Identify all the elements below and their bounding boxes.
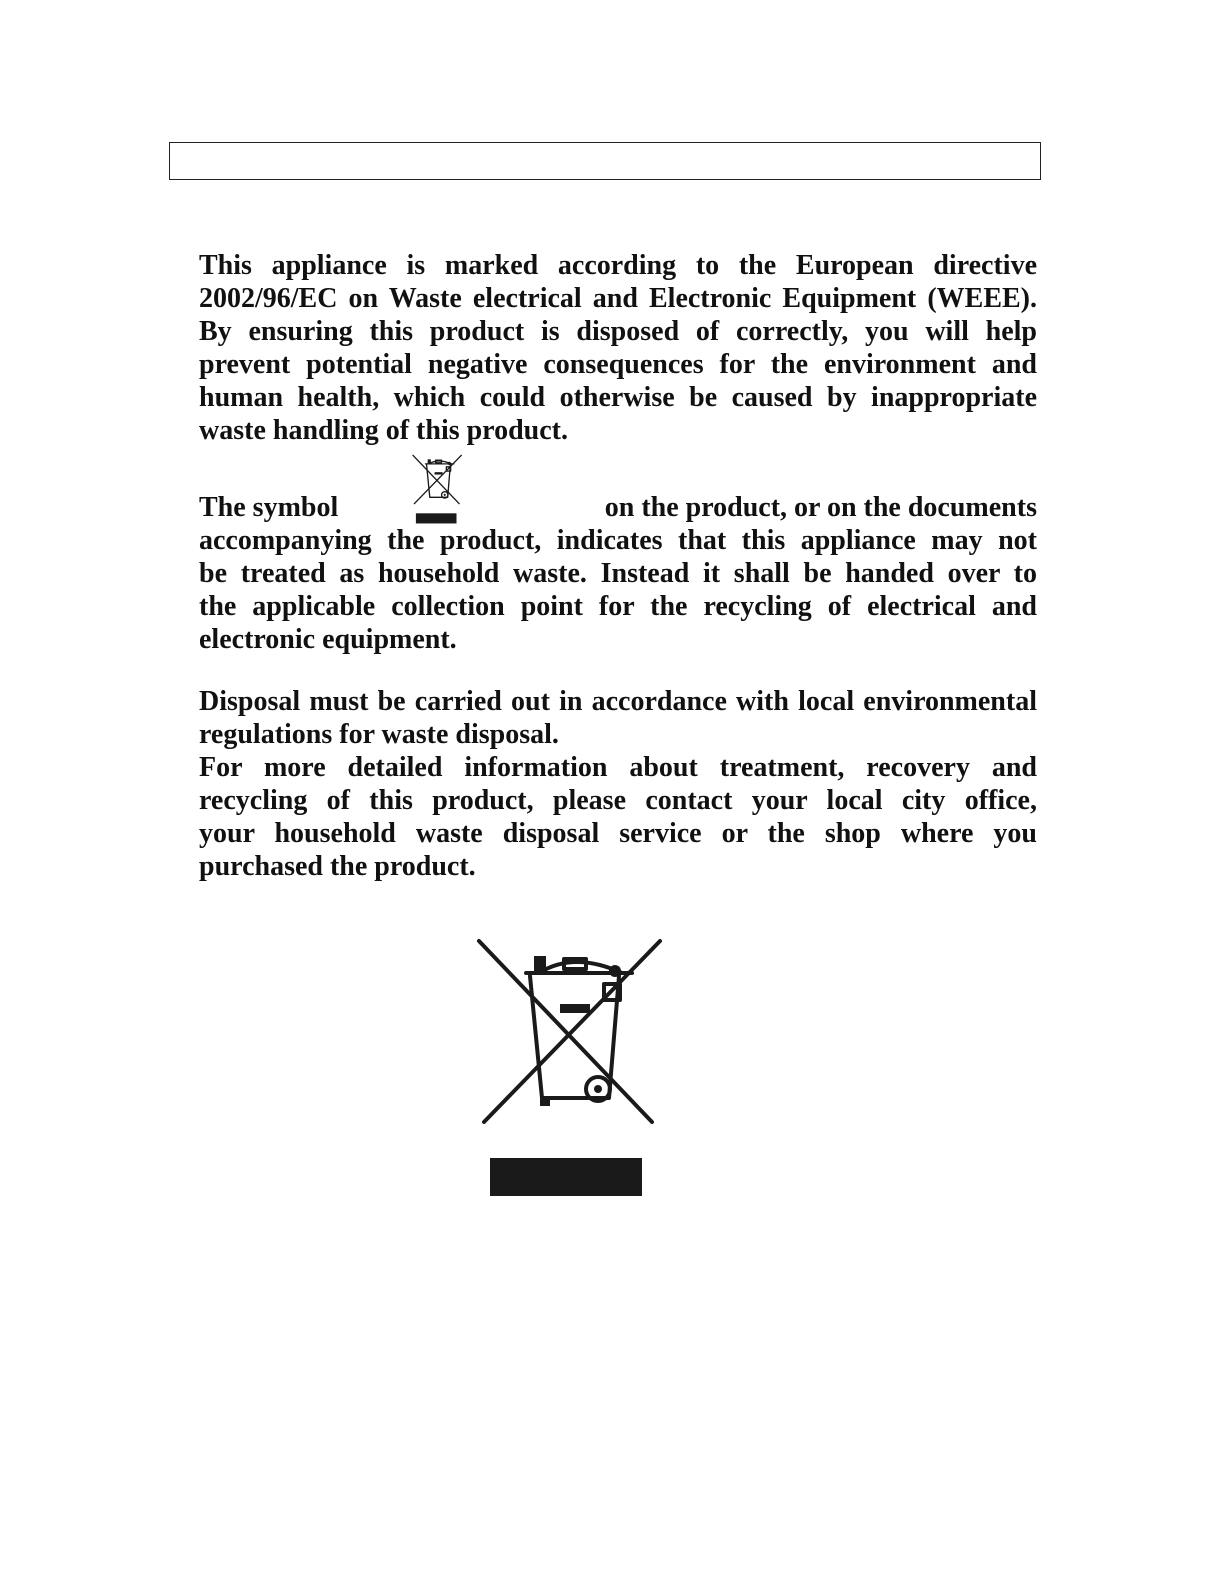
text-line: the applicable collection point for the recycling of electrical and xyxy=(199,591,1037,622)
text-line: This appliance is marked according to the European directive xyxy=(199,250,1037,281)
text-line: waste handling of this product. xyxy=(199,415,569,446)
text-line: human health, which could otherwise be caused by inappropriate xyxy=(199,382,1037,413)
header-box xyxy=(169,142,1041,180)
symbol-explanation-paragraph xyxy=(199,491,1037,656)
text-line: regulations for waste disposal. xyxy=(199,719,559,750)
text-line: accompanying the product, indicates that this appliance may not xyxy=(199,525,1037,556)
text-line: By ensuring this product is disposed of correctly, you will help xyxy=(199,316,1037,347)
symbol-placeholder xyxy=(397,506,547,516)
text-line: prevent potential negative consequences for the environment and xyxy=(199,349,1037,380)
symbol-prefix: The symbol xyxy=(199,492,339,523)
text-line: purchased the product. xyxy=(199,851,476,882)
text-line: electronic equipment. xyxy=(199,624,457,655)
text-line: 2002/96/EC on Waste electrical and Electronic Equipment (WEEE). xyxy=(199,283,1037,314)
disposal-paragraph xyxy=(199,685,1037,883)
text-line: For more detailed information about treatment, recovery and xyxy=(199,752,1037,783)
weee-directive-paragraph xyxy=(199,249,1037,447)
symbol-line xyxy=(199,491,1037,524)
text-line: Disposal must be carried out in accordance with local environmental xyxy=(199,686,1037,717)
text-line: your household waste disposal service or the shop where you xyxy=(199,818,1037,849)
weee-crossed-bin-large-icon xyxy=(474,936,664,1198)
symbol-suffix: on the product, or on the documents xyxy=(604,492,1037,523)
text-line: be treated as household waste. Instead it shall be handed over to xyxy=(199,558,1037,589)
text-line: recycling of this product, please contact your local city office, xyxy=(199,785,1037,816)
